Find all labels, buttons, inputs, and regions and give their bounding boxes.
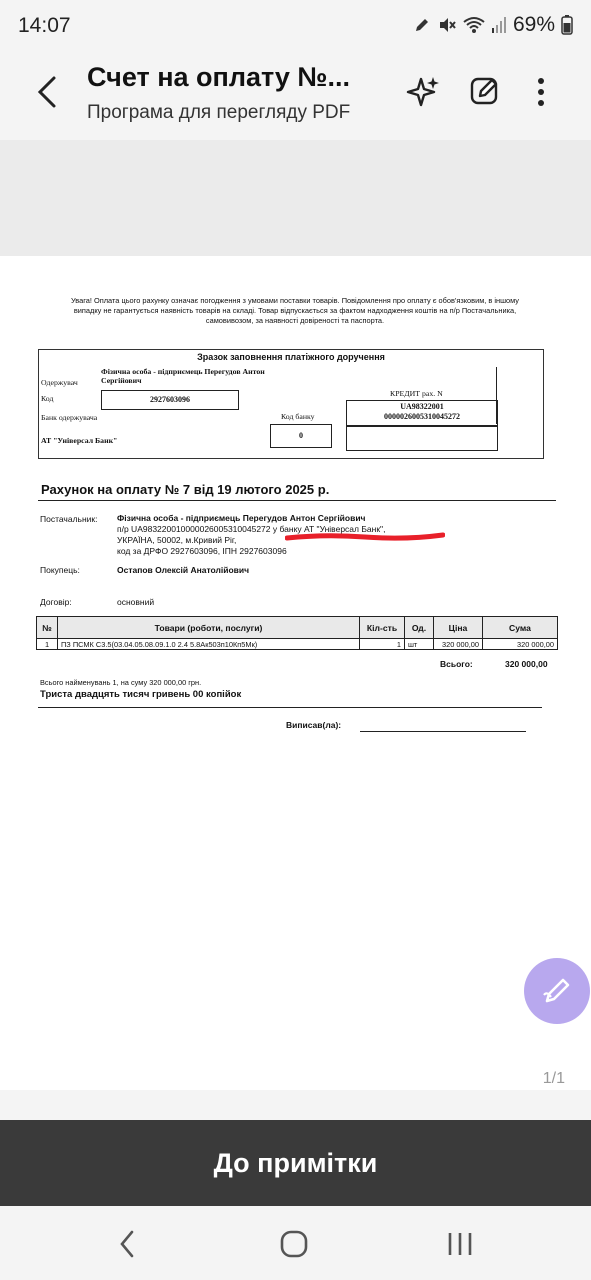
redaction-scribble	[285, 532, 445, 541]
mute-icon	[437, 16, 457, 34]
row-price: 320 000,00	[434, 639, 483, 650]
credit-value-line1: UA98322001	[400, 402, 444, 411]
table-header-row	[37, 617, 558, 639]
pdf-page[interactable]	[0, 256, 591, 1090]
col-unit: Од.	[405, 617, 434, 639]
pen-icon	[539, 973, 575, 1009]
system-nav-bar	[0, 1206, 591, 1280]
bank-code-label: Код банку	[281, 412, 315, 421]
edit-button[interactable]	[468, 74, 502, 113]
signature-line	[360, 731, 526, 732]
bank-label: Банк одержувача	[41, 413, 98, 422]
nav-home-button[interactable]	[278, 1228, 310, 1265]
wifi-icon	[463, 16, 485, 34]
annotate-fab[interactable]	[524, 958, 590, 1024]
edit-icon	[468, 74, 502, 108]
signal-icon	[491, 16, 507, 34]
words-underline	[38, 707, 542, 708]
sparkle-icon	[406, 74, 442, 110]
contract-value: основний	[117, 597, 155, 607]
document-title: Счет на оплату №...	[87, 62, 351, 92]
signed-label: Виписав(ла):	[286, 720, 342, 730]
credit-empty-box	[346, 425, 498, 451]
back-button[interactable]	[28, 70, 68, 114]
nav-recents-button[interactable]	[444, 1228, 476, 1265]
contract-label: Договір:	[40, 597, 72, 607]
supplier-tax-codes: код за ДРФО 2927603096, ІПН 2927603096	[117, 546, 287, 556]
row-unit: шт	[405, 639, 434, 650]
more-options-button[interactable]	[526, 74, 556, 115]
status-bar	[0, 0, 591, 56]
nav-back-button[interactable]	[112, 1228, 144, 1265]
amount-in-words: Триста двадцять тисяч гривень 00 копійок	[40, 689, 242, 700]
credit-box	[346, 400, 498, 427]
ai-tools-button[interactable]	[406, 74, 442, 115]
pen-notification-icon	[413, 16, 431, 34]
to-notes-button[interactable]: До примітки	[0, 1120, 591, 1206]
payment-sample-box	[38, 349, 544, 459]
col-number: №	[37, 617, 58, 639]
items-summary: Всього найменувань 1, на суму 320 000,00 грн.	[40, 678, 202, 687]
row-quantity: 1	[360, 639, 405, 650]
row-goods: ПЗ ПСМК С3.5(03.04.05.08.09.1.0 2.4 5.8Ак503п10Кп5Мк)	[58, 639, 360, 650]
warning-notice: Увага! Оплата цього рахунку означає погодження з умовами поставки товарів. Повідомлення про оплату є обов'язковим, в іншому випадку не гарантується наявність товарів на складі. Товар відпускається за фактом надходження коштів на п/р Постачальника, самовивозом, за наявності довіреності та паспорта.	[71, 296, 519, 325]
status-time: 14:07	[18, 14, 71, 37]
bank-value: АТ "Універсал Банк"	[41, 436, 118, 445]
code-label: Код	[41, 394, 54, 403]
supplier-account: п/р UA983220010000026005310045272 у банку АТ "Універсал Банк",	[117, 524, 386, 534]
app-bar	[0, 56, 591, 140]
battery-icon	[561, 15, 573, 35]
table-row	[37, 639, 558, 650]
credit-value-line2: 00000260053100452​72	[384, 412, 460, 421]
col-quantity: Кіл-сть	[360, 617, 405, 639]
buyer-value: Остапов Олексій Анатолійович	[117, 565, 250, 575]
battery-percent: 69%	[512, 13, 555, 36]
supplier-address: УКРАЇНА, 50002, м.Кривий Ріг,	[117, 535, 237, 545]
app-subtitle: Програма для перегляду PDF	[87, 102, 351, 123]
supplier-label: Постачальник:	[40, 514, 98, 524]
status-icons	[413, 13, 573, 37]
col-sum: Сума	[483, 617, 558, 639]
supplier-name: Фізична особа - підприємець Перегудов Антон Сергійович	[117, 513, 366, 523]
bottom-spacer	[0, 1090, 591, 1120]
items-table	[36, 616, 558, 650]
pdf-viewer-margin	[0, 140, 591, 256]
col-goods: Товари (роботи, послуги)	[58, 617, 360, 639]
total-value: 320 000,00	[505, 659, 548, 669]
nav-back-icon	[112, 1228, 144, 1260]
total-label: Всього:	[440, 659, 473, 669]
row-sum: 320 000,00	[483, 639, 558, 650]
sample-header: Зразок заповнення платіжного доручення	[197, 352, 385, 362]
code-box: 2927603096	[101, 390, 239, 410]
title-underline	[38, 500, 556, 501]
recipient-value: Фізична особа - підприємець Перегудов Антон Сергійович	[101, 367, 265, 386]
invoice-title: Рахунок на оплату № 7 від 19 лютого 2025 р.	[41, 482, 330, 497]
buyer-label: Покупець:	[40, 565, 80, 575]
chevron-left-icon	[28, 70, 68, 114]
bank-code-box: 0	[270, 424, 332, 448]
page-counter: 1/1	[542, 1070, 565, 1087]
more-vertical-icon	[526, 74, 556, 110]
nav-home-icon	[278, 1228, 310, 1260]
nav-recents-icon	[444, 1228, 476, 1260]
credit-label: КРЕДИТ рах. N	[390, 389, 443, 398]
recipient-label: Одержувач	[41, 378, 78, 387]
row-number: 1	[37, 639, 58, 650]
col-price: Ціна	[434, 617, 483, 639]
